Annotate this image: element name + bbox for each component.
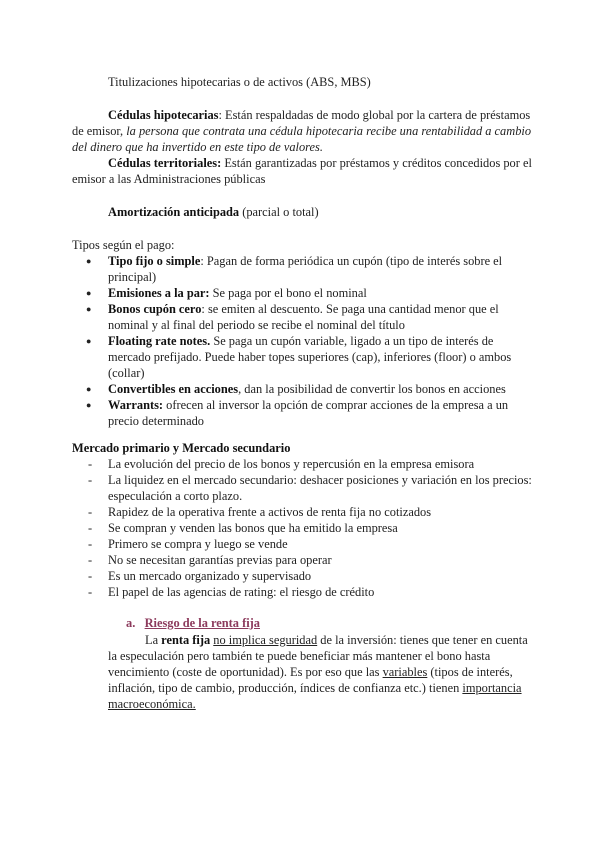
cedulas-hipotecarias-line-2 — [72, 123, 531, 139]
riesgo-line-1 — [145, 632, 528, 648]
mercado-item-text: Rapidez de la operativa frente a activos de renta fija no cotizados — [108, 505, 432, 519]
importancia-term: importancia — [462, 681, 522, 695]
list-item — [108, 472, 538, 504]
cedulas-territoriales-line-1 — [108, 155, 532, 171]
dash-marker: - — [88, 569, 93, 583]
tipo-text: : se emiten al descuento. Se paga una cantidad menor que el — [201, 302, 499, 316]
riesgo-line-5 — [108, 696, 196, 712]
mercado-heading-text: Mercado primario y Mercado secundario — [72, 441, 291, 455]
dash-marker: - — [88, 537, 93, 551]
mercado-item-text: La evolución del precio de los bonos y repercusión en la empresa emisora — [108, 457, 475, 471]
tipo-term: Tipo fijo o simple — [108, 254, 201, 268]
dash-marker: - — [88, 473, 93, 487]
list-item — [108, 285, 538, 301]
amortizacion-term: Amortización anticipada — [108, 205, 240, 219]
riesgo-text: inflación, tipo de cambio, producción, índices de confianza etc.) tienen — [108, 681, 463, 695]
mercado-item-text: La liquidez en el mercado secundario: deshacer posiciones y variación en los precios: — [108, 473, 532, 487]
riesgo-marker: a. — [126, 616, 136, 630]
mercado-item-text: Primero se compra y luego se vende — [108, 537, 288, 551]
cedulas-hipotecarias-text-2: de emisor, — [72, 124, 127, 138]
list-item — [108, 253, 538, 285]
tipo-term: Bonos cupón cero — [108, 302, 202, 316]
cedulas-hipotecarias-line-3 — [72, 139, 323, 155]
cedulas-hipotecarias-italic: la persona que contrata una cédula hipotecaria recibe una rentabilidad a cambio — [126, 124, 532, 138]
dash-marker: - — [88, 457, 93, 471]
cedulas-territoriales-term: Cédulas territoriales: — [108, 156, 222, 170]
tipo-text: ofrecen al inversor la opción de comprar acciones de la empresa a un — [163, 398, 509, 412]
tipo-text-cont: precio determinado — [108, 414, 204, 428]
mercado-item-text: No se necesitan garantías previas para operar — [108, 553, 332, 567]
riesgo-line-3 — [108, 664, 513, 680]
list-item — [108, 552, 538, 568]
cedulas-hipotecarias-italic-2: del dinero que ha invertido en este tipo de valores. — [72, 140, 323, 154]
tipo-text: Se paga por el bono el nominal — [209, 286, 367, 300]
riesgo-text: (tipos de interés, — [427, 665, 513, 679]
tipo-term: Emisiones a la par: — [108, 286, 210, 300]
no-implica-seguridad: no implica seguridad — [213, 633, 318, 647]
list-item — [108, 536, 538, 552]
riesgo-heading-text: Riesgo de la renta fija — [144, 616, 260, 630]
list-item — [108, 301, 538, 333]
titulizaciones-line: Titulizaciones hipotecarias o de activos (ABS, MBS) — [108, 75, 371, 89]
macroeconomica-term: macroeconómica. — [108, 697, 196, 711]
mercado-item-text: Se compran y venden las bonos que ha emitido la empresa — [108, 521, 398, 535]
mercado-item-text: Es un mercado organizado y supervisado — [108, 569, 312, 583]
dash-marker: - — [88, 553, 93, 567]
cedulas-hipotecarias-line-1 — [108, 107, 530, 123]
renta-fija-term: renta fija — [161, 633, 211, 647]
list-item — [108, 456, 538, 472]
bullet-icon: ● — [86, 256, 92, 266]
mercado-item-text-cont: especulación a corto plazo. — [108, 489, 243, 503]
tipo-term: Floating rate notes. — [108, 334, 211, 348]
list-item — [108, 397, 538, 429]
tipo-text-cont: (collar) — [108, 366, 145, 380]
mercado-heading — [72, 440, 290, 456]
bullet-icon: ● — [86, 400, 92, 410]
amortizacion-text: (parcial o total) — [239, 205, 319, 219]
list-item — [108, 333, 538, 381]
tipo-term: Warrants: — [108, 398, 164, 412]
bullet-icon: ● — [86, 384, 92, 394]
bullet-icon: ● — [86, 304, 92, 314]
tipo-term: Convertibles en acciones — [108, 382, 239, 396]
dash-marker: - — [88, 585, 93, 599]
list-item — [108, 584, 538, 600]
cedulas-hipotecarias-text: : Están respaldadas de modo global por la cartera de préstamos — [218, 108, 531, 122]
amortizacion-line — [108, 204, 319, 220]
cedulas-hipotecarias-term: Cédulas hipotecarias — [108, 108, 219, 122]
tipo-text: , dan la posibilidad de convertir los bonos en acciones — [238, 382, 506, 396]
bullet-icon: ● — [86, 336, 92, 346]
bullet-icon: ● — [86, 288, 92, 298]
cedulas-territoriales-line-2: emisor a las Administraciones públicas — [72, 172, 266, 186]
riesgo-line-4 — [108, 680, 522, 696]
list-item — [108, 504, 538, 520]
tipo-text-cont: principal) — [108, 270, 157, 284]
list-item — [108, 568, 538, 584]
riesgo-text: La — [145, 633, 162, 647]
dash-marker: - — [88, 521, 93, 535]
mercado-item-text: El papel de las agencias de rating: el riesgo de crédito — [108, 585, 375, 599]
tipo-text-cont: nominal y al final del periodo se recibe el nominal del título — [108, 318, 405, 332]
tipo-text: : Pagan de forma periódica un cupón (tipo de interés sobre el — [200, 254, 503, 268]
list-item — [108, 381, 538, 397]
cedulas-territoriales-text: Están garantizadas por préstamos y créditos concedidos por el — [221, 156, 532, 170]
tipos-intro: Tipos según el pago: — [72, 238, 175, 252]
riesgo-heading — [126, 615, 260, 631]
riesgo-text: vencimiento (coste de oportunidad). Es por eso que las — [108, 665, 383, 679]
dash-marker: - — [88, 505, 93, 519]
variables-term: variables — [382, 665, 428, 679]
riesgo-text: de la inversión: tienes que tener en cuenta — [317, 633, 528, 647]
riesgo-line-2: la especulación pero también te puede beneficiar más mantener el bono hasta — [108, 649, 491, 663]
list-item — [108, 520, 538, 536]
tipo-text: Se paga un cupón variable, ligado a un tipo de interés de — [210, 334, 494, 348]
tipo-text-cont: mercado prefijado. Puede haber topes superiores (cap), inferiores (floor) o ambos — [108, 350, 512, 364]
